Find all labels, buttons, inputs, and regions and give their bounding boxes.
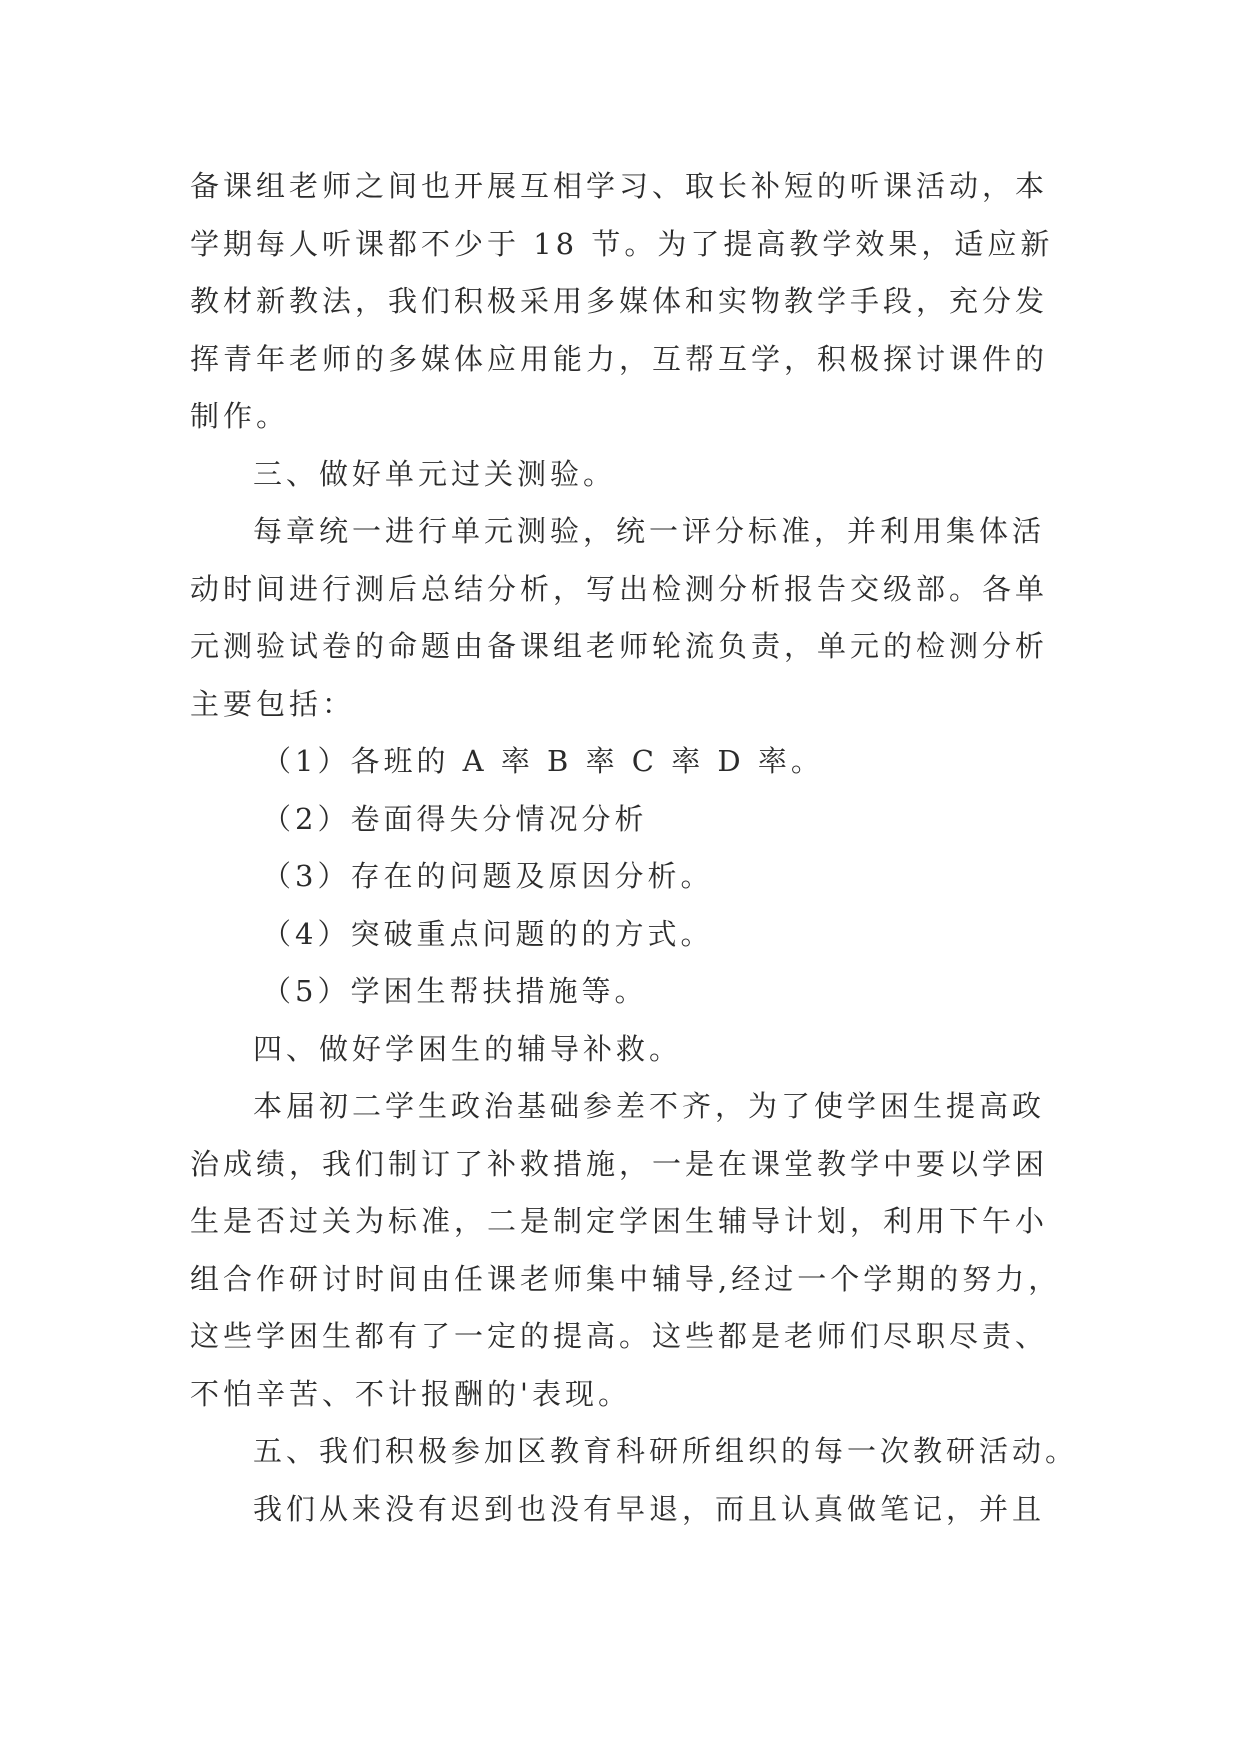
text-line: 治成绩，我们制订了补救措施，一是在课堂教学中要以学困 (190, 1146, 1049, 1181)
list-item: （5）学困生帮扶措施等。 (262, 974, 648, 1008)
text-line: 学期每人听课都不少于 18 节。为了提高教学效果，适应新 (190, 226, 1054, 261)
list-item: （3）存在的问题及原因分析。 (262, 859, 714, 893)
section-heading-3: 三、做好单元过关测验。 (253, 456, 617, 491)
text-line: 不怕辛苦、不计报酬的'表现。 (190, 1376, 631, 1411)
text-line: 挥青年老师的多媒体应用能力，互帮互学，积极探讨课件的 (190, 341, 1049, 376)
text-line: 组合作研讨时间由任课老师集中辅导,经过一个学期的努力， (190, 1261, 1062, 1296)
list-item: （2）卷面得失分情况分析 (262, 801, 648, 836)
document-body (190, 158, 1079, 1538)
text-line: 这些学困生都有了一定的提高。这些都是老师们尽职尽责、 (190, 1319, 1049, 1353)
text-line: 备课组老师之间也开展互相学习、取长补短的听课活动，本 (190, 169, 1049, 203)
text-line: 教材新教法，我们积极采用多媒体和实物教学手段，充分发 (190, 284, 1049, 318)
section-heading-5: 五、我们积极参加区教育科研所组织的每一次教研活动。 (253, 1434, 1079, 1468)
paragraph-start: 我们从来没有迟到也没有早退，而且认真做笔记，并且 (253, 1491, 1046, 1526)
text-line: 元测验试卷的命题由备课组老师轮流负责，单元的检测分析 (190, 629, 1049, 663)
text-line: 生是否过关为标准，二是制定学困生辅导计划，利用下午小 (190, 1204, 1049, 1238)
text-line: 动时间进行测后总结分析，写出检测分析报告交级部。各单 (190, 571, 1049, 606)
section-heading-4: 四、做好学困生的辅导补救。 (253, 1031, 683, 1066)
text-line: 主要包括： (190, 686, 356, 721)
paragraph-start: 每章统一进行单元测验，统一评分标准，并利用集体活 (253, 514, 1046, 548)
paragraph-start: 本届初二学生政治基础参差不齐，为了使学困生提高政 (253, 1089, 1046, 1123)
list-item: （1）各班的 A 率 B 率 C 率 D 率。 (262, 744, 824, 778)
list-item: （4）突破重点问题的的方式。 (262, 916, 714, 951)
text-line: 制作。 (190, 399, 290, 433)
